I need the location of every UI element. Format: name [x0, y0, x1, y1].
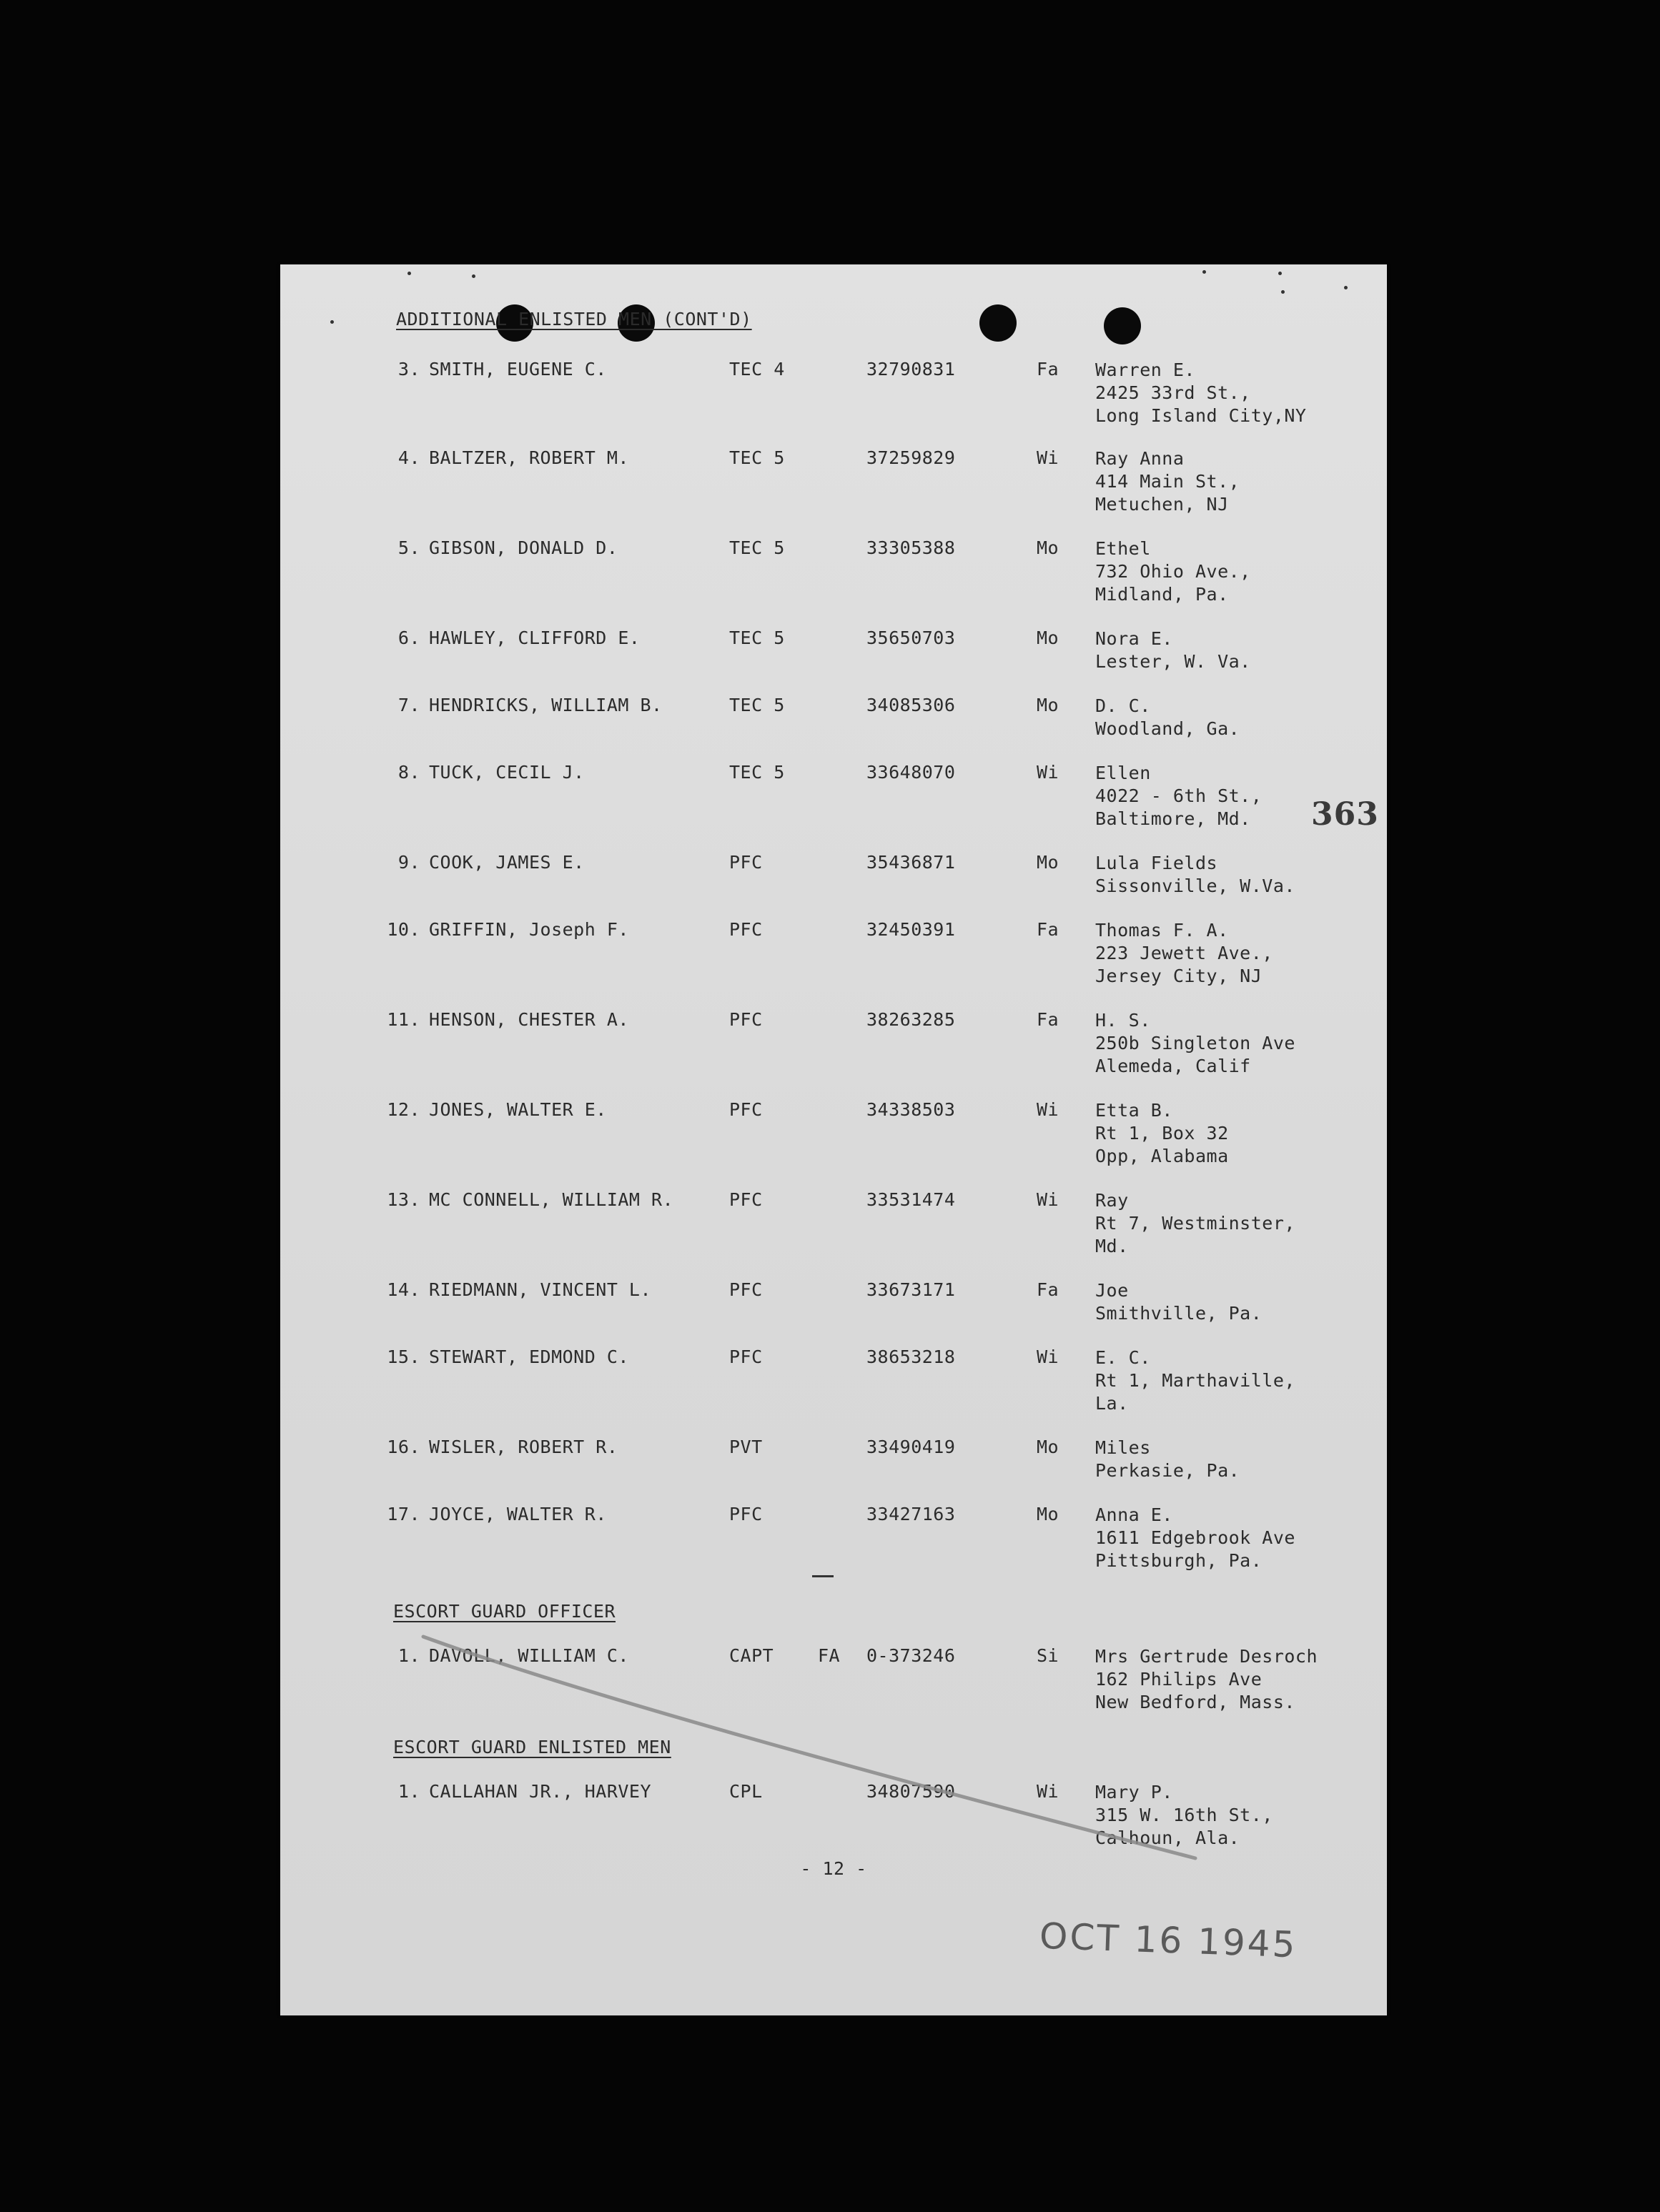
next-of-kin-line: Joe [1095, 1280, 1129, 1301]
kin-relation: Mo [1037, 1437, 1059, 1457]
kin-relation: Mo [1037, 537, 1059, 558]
soldier-rank: PFC [729, 1346, 763, 1367]
next-of-kin-line: Jersey City, NJ [1095, 966, 1263, 986]
serial-number: 35436871 [866, 852, 956, 873]
next-of-kin-line: Warren E. [1095, 359, 1195, 380]
soldier-name: HENDRICKS, WILLIAM B. [429, 695, 663, 715]
soldier-rank: CPL [729, 1781, 763, 1802]
entry-number: 14. [387, 1279, 420, 1300]
date-stamp: OCT 16 1945 [1039, 1915, 1298, 1966]
soldier-rank: TEC 5 [729, 628, 785, 648]
kin-relation: Wi [1037, 762, 1059, 783]
next-of-kin-line: Rt 1, Marthaville, [1095, 1370, 1295, 1391]
kin-relation: Wi [1037, 1099, 1059, 1120]
entry-number: 1. [397, 1645, 420, 1666]
serial-number: 33427163 [866, 1504, 956, 1524]
next-of-kin-line: Miles [1095, 1437, 1151, 1458]
next-of-kin-line: Etta B. [1095, 1100, 1173, 1121]
serial-number: 33490419 [866, 1437, 956, 1457]
soldier-rank: PFC [729, 852, 763, 873]
next-of-kin-line: Ellen [1095, 763, 1151, 783]
kin-relation: Mo [1037, 628, 1059, 648]
entry-number: 7. [397, 695, 420, 715]
next-of-kin-line: Thomas F. A. [1095, 920, 1229, 941]
soldier-rank: PFC [729, 1279, 763, 1300]
entry-number: 8. [397, 762, 420, 783]
serial-number: 38263285 [866, 1009, 956, 1030]
pencil-strike-line [280, 264, 1387, 2015]
serial-number: 35650703 [866, 628, 956, 648]
soldier-name: JONES, WALTER E. [429, 1099, 607, 1120]
soldier-rank: TEC 4 [729, 359, 785, 380]
soldier-rank: PFC [729, 1189, 763, 1210]
entry-number: 4. [397, 447, 420, 468]
serial-number: 33673171 [866, 1279, 956, 1300]
kin-relation: Mo [1037, 852, 1059, 873]
soldier-name: TUCK, CECIL J. [429, 762, 585, 783]
soldier-rank: PFC [729, 1009, 763, 1030]
next-of-kin-line: Anna E. [1095, 1504, 1173, 1525]
next-of-kin-line: Lester, W. Va. [1095, 651, 1251, 672]
next-of-kin-line: Woodland, Ga. [1095, 718, 1240, 739]
serial-number: 34807590 [866, 1781, 956, 1802]
kin-relation: Wi [1037, 1781, 1059, 1802]
serial-number: 38653218 [866, 1346, 956, 1367]
section-heading-escort-officer: ESCORT GUARD OFFICER [393, 1601, 616, 1622]
serial-number: 33648070 [866, 762, 956, 783]
next-of-kin-line: H. S. [1095, 1010, 1151, 1031]
serial-number: 32450391 [866, 919, 956, 940]
next-of-kin-line: 4022 - 6th St., [1095, 785, 1263, 806]
next-of-kin-line: 2425 33rd St., [1095, 382, 1251, 403]
serial-number: 0-373246 [866, 1645, 956, 1666]
next-of-kin-line: 414 Main St., [1095, 471, 1240, 492]
soldier-name: JOYCE, WALTER R. [429, 1504, 607, 1524]
soldier-name: HAWLEY, CLIFFORD E. [429, 628, 641, 648]
next-of-kin-line: Nora E. [1095, 628, 1173, 649]
soldier-rank: PFC [729, 919, 763, 940]
kin-relation: Wi [1037, 1189, 1059, 1210]
next-of-kin-line: Long Island City,NY [1095, 405, 1307, 426]
next-of-kin-line: 162 Philips Ave [1095, 1669, 1263, 1690]
next-of-kin-line: Mary P. [1095, 1782, 1173, 1802]
kin-relation: Fa [1037, 919, 1059, 940]
soldier-rank: TEC 5 [729, 537, 785, 558]
entry-number: 15. [387, 1346, 420, 1367]
entry-number: 12. [387, 1099, 420, 1120]
next-of-kin-line: Opp, Alabama [1095, 1146, 1229, 1166]
soldier-rank: TEC 5 [729, 447, 785, 468]
soldier-rank: TEC 5 [729, 762, 785, 783]
file-number: 363 [1311, 796, 1379, 833]
entry-number: 6. [397, 628, 420, 648]
soldier-rank: CAPT [729, 1645, 774, 1666]
soldier-rank: PVT [729, 1437, 763, 1457]
entry-number: 3. [397, 359, 420, 380]
soldier-name: GRIFFIN, Joseph F. [429, 919, 629, 940]
soldier-name: DAVOLL, WILLIAM C. [429, 1645, 629, 1666]
next-of-kin-line: Rt 1, Box 32 [1095, 1123, 1229, 1144]
soldier-name: BALTZER, ROBERT M. [429, 447, 629, 468]
soldier-name: GIBSON, DONALD D. [429, 537, 618, 558]
entry-number: 1. [397, 1781, 420, 1802]
soldier-name: HENSON, CHESTER A. [429, 1009, 629, 1030]
kin-relation: Mo [1037, 695, 1059, 715]
kin-relation: Fa [1037, 1009, 1059, 1030]
soldier-rank: PFC [729, 1504, 763, 1524]
entry-number: 17. [387, 1504, 420, 1524]
serial-number: 37259829 [866, 447, 956, 468]
next-of-kin-line: Ethel [1095, 538, 1151, 559]
kin-relation: Wi [1037, 1346, 1059, 1367]
next-of-kin-line: 732 Ohio Ave., [1095, 561, 1251, 582]
next-of-kin-line: Smithville, Pa. [1095, 1303, 1263, 1324]
next-of-kin-line: La. [1095, 1393, 1129, 1414]
soldier-rank: TEC 5 [729, 695, 785, 715]
next-of-kin-line: 223 Jewett Ave., [1095, 943, 1273, 963]
next-of-kin-line: Metuchen, NJ [1095, 494, 1229, 515]
kin-relation: Fa [1037, 359, 1059, 380]
entry-number: 5. [397, 537, 420, 558]
section-heading-additional-enlisted: ADDITIONAL ENLISTED MEN (CONT'D) [396, 309, 752, 329]
next-of-kin-line: 1611 Edgebrook Ave [1095, 1527, 1295, 1548]
page-number: - 12 - [800, 1858, 867, 1879]
soldier-name: RIEDMANN, VINCENT L. [429, 1279, 652, 1300]
document-page [280, 264, 1387, 2015]
section-heading-escort-enlisted: ESCORT GUARD ENLISTED MEN [393, 1737, 671, 1757]
entry-number: 13. [387, 1189, 420, 1210]
serial-number: 33305388 [866, 537, 956, 558]
soldier-name: WISLER, ROBERT R. [429, 1437, 618, 1457]
soldier-name: COOK, JAMES E. [429, 852, 585, 873]
next-of-kin-line: Ray [1095, 1190, 1129, 1211]
kin-relation: Mo [1037, 1504, 1059, 1524]
entry-number: 10. [387, 919, 420, 940]
serial-number: 32790831 [866, 359, 956, 380]
soldier-name: STEWART, EDMOND C. [429, 1346, 629, 1367]
soldier-name: CALLAHAN JR., HARVEY [429, 1781, 652, 1802]
next-of-kin-line: Pittsburgh, Pa. [1095, 1550, 1263, 1571]
soldier-branch: FA [818, 1645, 841, 1666]
entry-number: 11. [387, 1009, 420, 1030]
next-of-kin-line: Mrs Gertrude Desroch [1095, 1646, 1318, 1667]
next-of-kin-line: Md. [1095, 1236, 1129, 1256]
next-of-kin-line: D. C. [1095, 695, 1151, 716]
soldier-name: MC CONNELL, WILLIAM R. [429, 1189, 674, 1210]
serial-number: 34085306 [866, 695, 956, 715]
next-of-kin-line: 315 W. 16th St., [1095, 1805, 1273, 1825]
kin-relation: Fa [1037, 1279, 1059, 1300]
next-of-kin-line: 250b Singleton Ave [1095, 1033, 1295, 1053]
kin-relation: Wi [1037, 447, 1059, 468]
serial-number: 33531474 [866, 1189, 956, 1210]
next-of-kin-line: New Bedford, Mass. [1095, 1692, 1295, 1712]
next-of-kin-line: Calhoun, Ala. [1095, 1827, 1240, 1848]
next-of-kin-line: Alemeda, Calif [1095, 1056, 1251, 1076]
next-of-kin-line: Ray Anna [1095, 448, 1185, 469]
next-of-kin-line: Midland, Pa. [1095, 584, 1229, 605]
entry-number: 9. [397, 852, 420, 873]
next-of-kin-line: Sissonville, W.Va. [1095, 876, 1295, 896]
next-of-kin-line: Lula Fields [1095, 853, 1218, 873]
next-of-kin-line: Rt 7, Westminster, [1095, 1213, 1295, 1234]
serial-number: 34338503 [866, 1099, 956, 1120]
next-of-kin-line: Perkasie, Pa. [1095, 1460, 1240, 1481]
soldier-name: SMITH, EUGENE C. [429, 359, 607, 380]
kin-relation: Si [1037, 1645, 1059, 1666]
entry-number: 16. [387, 1437, 420, 1457]
next-of-kin-line: Baltimore, Md. [1095, 808, 1251, 829]
next-of-kin-line: E. C. [1095, 1347, 1151, 1368]
soldier-rank: PFC [729, 1099, 763, 1120]
